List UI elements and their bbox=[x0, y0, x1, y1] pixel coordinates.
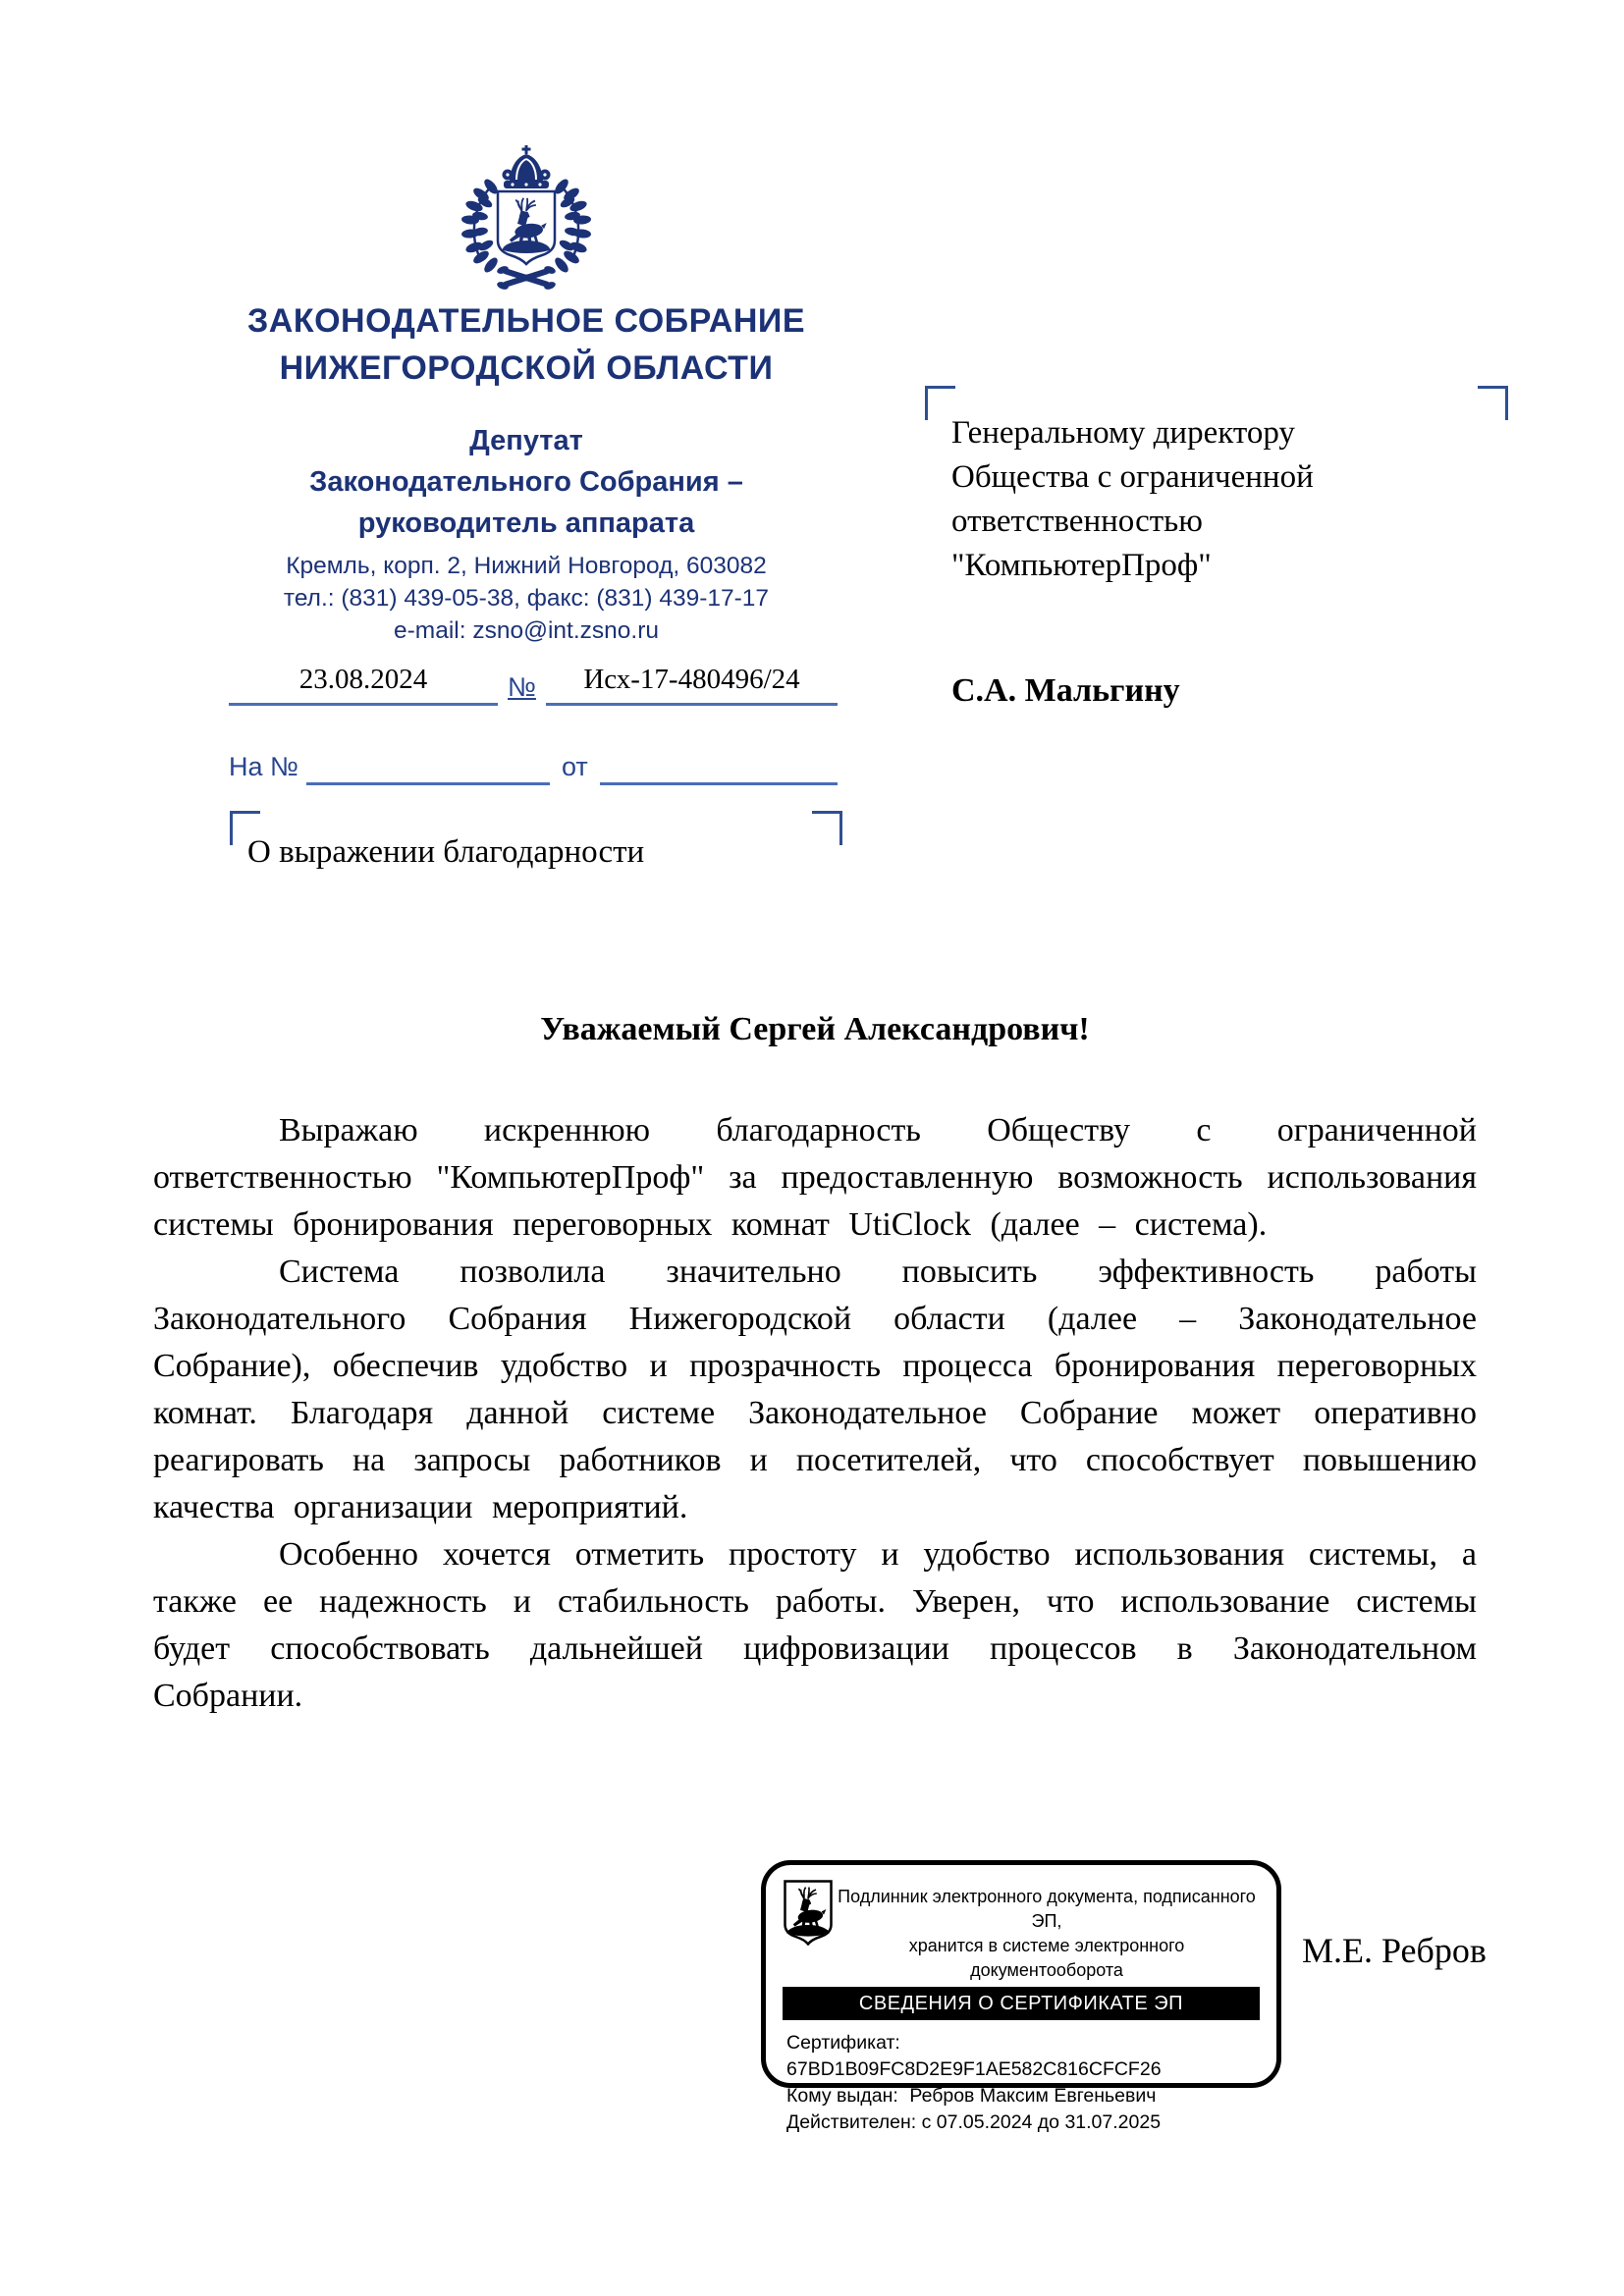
stamp-header-line1: Подлинник электронного документа, подписанного ЭП, bbox=[838, 1887, 1256, 1931]
recipient-block bbox=[925, 386, 1508, 739]
letter-body bbox=[153, 1107, 1477, 1720]
outgoing-date: 23.08.2024 bbox=[229, 664, 498, 706]
position-line3: руководитель аппарата bbox=[357, 507, 695, 539]
issued-to-row bbox=[786, 2083, 1276, 2109]
subject-line: О выражении благодарности bbox=[247, 834, 645, 870]
validity-label: Действителен: bbox=[786, 2111, 917, 2133]
reply-number-blank bbox=[306, 747, 550, 785]
subject-block bbox=[230, 811, 842, 893]
coat-of-arms-emblem bbox=[454, 145, 599, 294]
reply-number-label: На № bbox=[229, 752, 298, 781]
certificate-label: Сертификат: bbox=[786, 2032, 900, 2054]
recipient-line1: Генеральному директору bbox=[951, 415, 1295, 451]
certificate-row bbox=[786, 2030, 1276, 2083]
stamp-certificate-details bbox=[766, 2020, 1276, 2136]
certificate-value: 67BD1B09FC8D2E9F1AE582C816CFCF26 bbox=[786, 2058, 1162, 2080]
recipient-line4: "КомпьютерПроф" bbox=[951, 548, 1212, 583]
number-sign-label: № bbox=[508, 672, 536, 702]
paragraph-2: Система позволила значительно повысить эффективность работы Законодательного Собрания Нижегородской области (далее – Законодательное Собрание), обеспечив удобство и прозрачность процесса бронирования переговорных комнат. Благодаря данной системе Законодательное Собрание может оперативно реагировать на запросы работников и посетителей, что способствует повышению качества организации мероприятий. bbox=[153, 1254, 1477, 1525]
position-line2: Законодательного Собрания – bbox=[309, 466, 743, 498]
deer-shield-icon bbox=[784, 1880, 833, 1946]
reply-date-blank bbox=[600, 747, 838, 785]
validity-row bbox=[786, 2109, 1276, 2136]
recipient-name: С.А. Мальгину bbox=[951, 672, 1180, 709]
corner-bracket-recipient-right bbox=[1478, 386, 1508, 420]
contact-info bbox=[222, 550, 831, 647]
issued-to-label: Кому выдан: bbox=[786, 2085, 898, 2107]
recipient-line2: Общества с ограниченной bbox=[951, 459, 1314, 495]
reference-block bbox=[229, 664, 838, 785]
position-line1: Депутат bbox=[469, 425, 583, 456]
reference-row-outgoing bbox=[229, 664, 838, 706]
corner-bracket-subject-right bbox=[812, 811, 842, 845]
contact-address: Кремль, корп. 2, Нижний Новгород, 603082 bbox=[286, 553, 767, 579]
recipient-address-lines bbox=[951, 411, 1314, 588]
stamp-header-line2: хранится в системе электронного документооборота bbox=[908, 1936, 1185, 1980]
esignature-stamp bbox=[761, 1860, 1281, 2133]
org-name-line2: НИЖЕГОРОДСКОЙ ОБЛАСТИ bbox=[279, 349, 774, 387]
paragraph-1: Выражаю искреннюю благодарность Обществу с ограниченной ответственностью "КомпьютерПроф" за предоставленную возможность использования системы бронирования переговорных комнат UtiClock (далее – система). bbox=[153, 1112, 1477, 1243]
paragraph-3: Особенно хочется отметить простоту и удобство использования системы, а также ее надежность и стабильность работы. Уверен, что использование системы будет способствовать дальнейшей цифровизации процессов в Законодательном Собрании. bbox=[153, 1536, 1477, 1714]
salutation: Уважаемый Сергей Александрович! bbox=[540, 1011, 1090, 1047]
reference-row-reply bbox=[229, 747, 838, 785]
reply-date-label: от bbox=[561, 752, 588, 781]
contact-email: e-mail: zsno@int.zsno.ru bbox=[394, 617, 659, 644]
stamp-certificate-title: СВЕДЕНИЯ О СЕРТИФИКАТЕ ЭП bbox=[783, 1987, 1260, 2020]
issued-to-value: Ребров Максим Евгеньевич bbox=[909, 2085, 1157, 2107]
stamp-header bbox=[766, 1865, 1276, 1983]
stamp-header-text bbox=[833, 1880, 1261, 1983]
sender-position bbox=[222, 420, 831, 544]
org-name-line1: ЗАКОНОДАТЕЛЬНОЕ СОБРАНИЕ bbox=[246, 302, 806, 340]
outgoing-number: Исх-17-480496/24 bbox=[546, 664, 838, 706]
validity-value: с 07.05.2024 до 31.07.2025 bbox=[921, 2111, 1162, 2133]
org-name bbox=[222, 297, 831, 392]
recipient-line3: ответственностью bbox=[951, 504, 1203, 539]
signer-name: М.Е. Ребров bbox=[1302, 1931, 1487, 1970]
contact-phone: тел.: (831) 439-05-38, факс: (831) 439-17-17 bbox=[283, 585, 770, 612]
